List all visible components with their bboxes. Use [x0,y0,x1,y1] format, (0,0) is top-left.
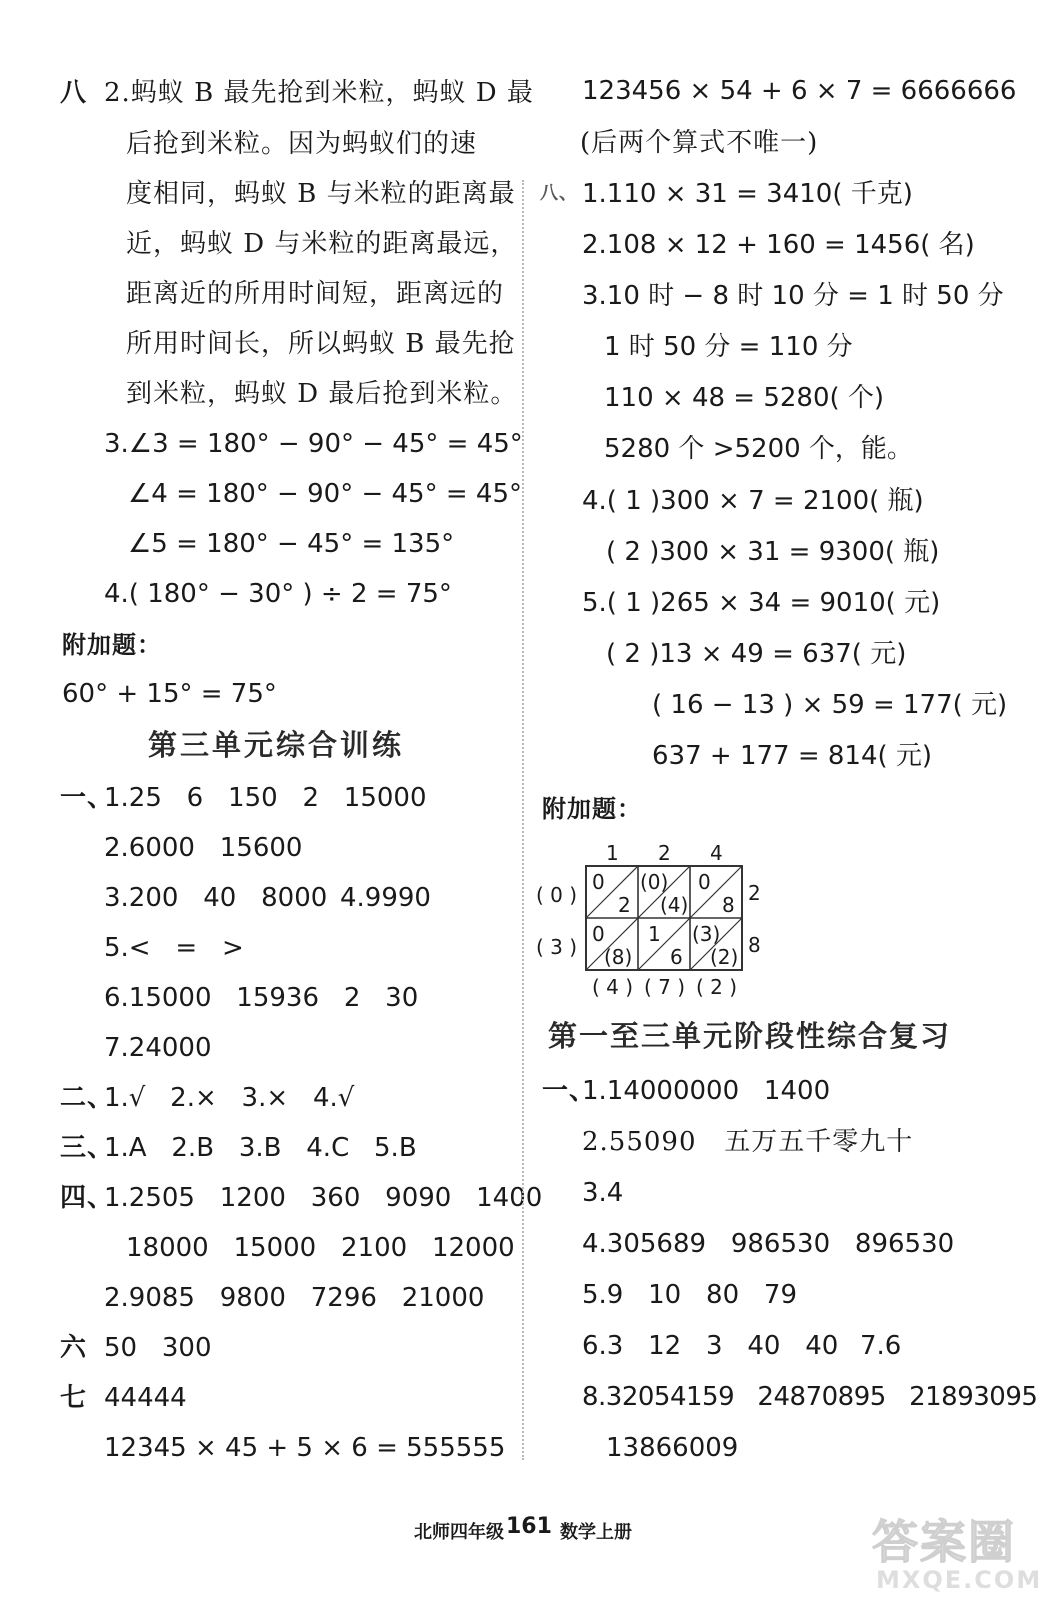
s8-q2-line-6: 所用时间长，所以蚂蚁 B 最先抢 [126,329,516,359]
s8-q2-line-1: 2.蚂蚁 B 最先抢到米粒，蚂蚁 D 最 [104,78,534,108]
sec8-q4-line-2: ( 2 )300 × 31 = 9300( 瓶) [606,537,940,567]
page-number: 161 [506,1514,552,1539]
sec8-q3-line-4: 5280 个 >5200 个，能。 [604,434,913,464]
section-8-label: 八 [60,78,88,108]
s8-q3-line-2: ∠4 = 180° − 90° − 45° = 45° [128,479,522,509]
lattice-top-digit-1: 1 [606,841,619,865]
u3-sec4-q2: 2.9085 9800 7296 21000 [104,1283,485,1313]
watermark-url: MXQE.COM [876,1566,1043,1594]
review-q8-cont: 13866009 [606,1433,739,1463]
sec8-q5-line-3: ( 16 − 13 ) × 59 = 177( 元) [652,690,1008,720]
s8-q2-line-2: 后抢到米粒。因为蚂蚁们的速 [126,129,478,159]
u3-sec6-answer: 50 300 [104,1333,212,1363]
review-q8: 8.32054159 24870895 21893095 [582,1382,1038,1412]
review-q4: 4.305689 986530 896530 [582,1229,955,1259]
u3-sec1-q7: 7.24000 [104,1033,212,1063]
lattice-cell-4-tens: 0 [592,922,605,946]
s8-q3-line-3: ∠5 = 180° − 45° = 135° [128,529,455,559]
u3-sec1-q5: 5.< = > [104,933,244,963]
bonus-answer: 60° + 15° = 75° [62,679,277,709]
lattice-cell-2-tens: (0) [640,870,669,894]
lattice-left-carry-2: ( 3 ) [536,935,578,959]
lattice-left-carry-1: ( 0 ) [536,883,578,907]
lattice-cell-3-ones: 8 [722,893,735,917]
footer-subject: 数学上册 [560,1522,632,1543]
sec8-q3-line-2: 1 时 50 分 = 110 分 [604,332,853,362]
sec8-q5-line-1: 5.( 1 )265 × 34 = 9010( 元) [582,588,941,618]
u3-sec1-q1: 1.25 6 150 2 15000 [104,783,427,813]
u3-sec3-label: 三、 [60,1133,115,1163]
sec8-q5-line-4: 637 + 177 = 814( 元) [652,741,933,771]
lattice-cell-5-ones: 6 [670,945,683,969]
lattice-top-digit-2: 2 [658,841,671,865]
review-q6: 6.3 12 3 40 40 [582,1331,839,1361]
s8-q4: 4.( 180° − 30° ) ÷ 2 = 75° [104,579,452,609]
sec8-q2: 2.108 × 12 + 160 = 1456( 名) [582,230,975,260]
sec7-eq2: 123456 × 54 + 6 × 7 = 6666666 [582,76,1017,106]
lattice-cell-6-tens: (3) [692,922,721,946]
u3-sec7-answer: 44444 [104,1383,187,1413]
sec8-q4-line-1: 4.( 1 )300 × 7 = 2100( 瓶) [582,486,924,516]
sec8-q3-line-1: 3.10 时 − 8 时 10 分 = 1 时 50 分 [582,281,1004,311]
u3-sec1-label: 一、 [60,783,115,813]
lattice-bottom-digit-1: ( 4 ) [592,975,634,999]
lattice-bottom-digit-3: ( 2 ) [696,975,738,999]
u3-sec1-q6: 6.15000 15936 2 30 [104,983,419,1013]
s8-q2-line-7: 到米粒，蚂蚁 D 最后抢到米粒。 [126,379,518,409]
review-sec1-label: 一、 [542,1076,597,1106]
review-q2: 2.55090 五万五千零九十 [582,1127,914,1157]
lattice-cell-6-ones: (2) [710,945,739,969]
u3-sec2-answers: 1.√ 2.× 3.× 4.√ [104,1083,355,1113]
sec8-label: 八、 [540,183,578,204]
lattice-multiplication-grid [530,838,770,1008]
u3-sec7-eq1: 12345 × 45 + 5 × 6 = 555555 [104,1433,506,1463]
lattice-cell-2-ones: (4) [660,893,689,917]
sec8-q3-line-3: 110 × 48 = 5280( 个) [604,383,885,413]
s8-q2-line-3: 度相同，蚂蚁 B 与米粒的距离最 [126,179,516,209]
footer-grade: 北师四年级 [414,1522,504,1543]
u3-sec7-label: 七 [60,1383,88,1413]
lattice-right-digit-2: 8 [748,933,761,957]
watermark-logo [850,1500,1064,1600]
lattice-cell-4-ones: (8) [604,945,633,969]
column-divider [522,180,524,1460]
bonus-label: 附加题： [62,630,162,659]
lattice-cell-3-tens: 0 [698,870,711,894]
u3-sec1-q4: 4.9990 [340,883,431,913]
lattice-cell-5-tens: 1 [648,922,661,946]
lattice-cell-1-tens: 0 [592,870,605,894]
lattice-bottom-digit-2: ( 7 ) [644,975,686,999]
sec7-note: (后两个算式不唯一) [580,128,819,158]
s8-q2-line-5: 距离近的所用时间短，距离远的 [126,279,505,309]
sec8-q5-line-2: ( 2 )13 × 49 = 637( 元) [606,639,907,669]
unit3-title: 第三单元综合训练 [148,728,405,762]
review-q1: 1.14000000 1400 [582,1076,831,1106]
s8-q3-line-1: 3.∠3 = 180° − 90° − 45° = 45° [104,429,523,459]
bonus-label-right: 附加题： [542,794,642,823]
u3-sec1-q3: 3.200 40 8000 [104,883,328,913]
watermark-text: 答案圈 [872,1515,1016,1569]
u3-sec4-q1-line2: 18000 15000 2100 12000 [126,1233,515,1263]
u3-sec4-q1-line1: 1.2505 1200 360 9090 1400 [104,1183,543,1213]
u3-sec3-answers: 1.A 2.B 3.B 4.C 5.B [104,1133,417,1163]
lattice-right-digit-1: 2 [748,881,761,905]
u3-sec6-label: 六 [60,1333,88,1363]
review-q3: 3.4 [582,1178,624,1208]
review-q5: 5.9 10 80 79 [582,1280,797,1310]
lattice-top-digit-3: 4 [710,841,723,865]
review-title: 第一至三单元阶段性综合复习 [548,1019,952,1053]
u3-sec4-label: 四、 [60,1183,115,1213]
review-q7: 7.6 [860,1331,902,1361]
u3-sec2-label: 二、 [60,1083,115,1113]
s8-q2-line-4: 近，蚂蚁 D 与米粒的距离最远， [126,229,518,259]
sec8-q1: 1.110 × 31 = 3410( 千克) [582,179,913,209]
u3-sec1-q2: 2.6000 15600 [104,833,303,863]
lattice-cell-1-ones: 2 [618,893,631,917]
